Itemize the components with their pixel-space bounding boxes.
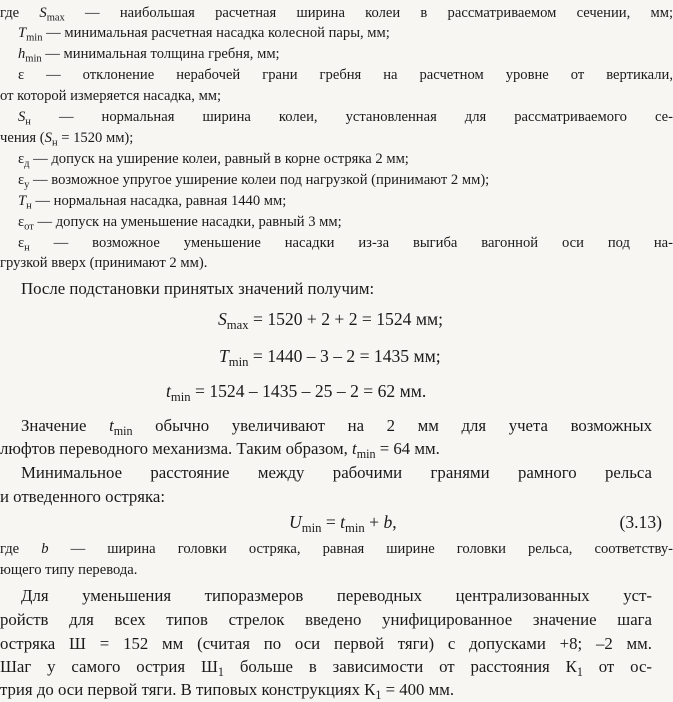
after-substitution-text: После подстановки принятых значений получим: — [21, 279, 375, 298]
def-line-sn: $S_н$ — нормальная ширина колеи, установленная для рассматриваемого се- — [18, 109, 673, 128]
def-line-epsilon-u: $\varepsilon_у$ — возможное упругое уширение колеи под нагрузкой (принимают 2 мм); — [18, 172, 490, 191]
para3-line3: остряка Ш = 152 мм (считая по оси первой тяги) с допусками +8; –2 мм. — [0, 634, 652, 653]
equation-smax: $S_{max} = 1520 + 2 + 2 = 1524$ мм; — [218, 309, 443, 333]
def-line-tn: $T_н$ — нормальная насадка, равная 1440 мм; — [18, 193, 287, 212]
equation-number: (3.13) — [619, 512, 662, 532]
def-line-epsilon-n-cont: грузкой вверх (принимают 2 мм). — [0, 255, 208, 271]
def-line-tmin: $T_{min}$ — минимальная расчетная насадка колесной пары, мм; — [18, 25, 390, 44]
def-line-smax: где $S_{max}$ — наибольшая расчетная ширина колеи в рассматриваемом сечении, мм; — [0, 5, 673, 24]
def-line-epsilon-n: $\varepsilon_н$ — возможное уменьшение насадки из-за выгиба вагонной оси под на- — [18, 235, 673, 254]
def-line-epsilon: ε — отклонение нерабочей грани гребня на расчетном уровне от вертикали, — [18, 67, 673, 83]
def-line-sn-cont: чения ($S_н = 1520$ мм); — [0, 130, 134, 149]
equation-tmin-flangeway: $t_{min} = 1524 - 1435 - 25 - 2 = 62$ мм. — [166, 381, 427, 405]
para1-line2: люфтов переводного механизма. Таким образом, $t_{min} = 64$ мм. — [0, 439, 440, 461]
para3-line5: трия до оси первой тяги. В типовых конструкциях $К_1 = 400$ мм. — [0, 680, 455, 702]
def-line-epsilon-ot: $\varepsilon_{от}$ — допуск на уменьшение насадки, равный 3 мм; — [18, 214, 342, 233]
para3-line2: ройств для всех типов стрелок введено унифицированное значение шага — [0, 610, 652, 629]
para3-line1: Для уменьшения типоразмеров переводных централизованных уст- — [21, 586, 652, 605]
def-line-hmin: $h_{min}$ — минимальная толщина гребня, мм; — [18, 46, 280, 65]
para2-line2: и отведенного остряка: — [0, 487, 166, 506]
def-line-epsilon-cont: от которой измеряется насадка, мм; — [0, 88, 222, 104]
where-b-line2: ющего типу перевода. — [0, 562, 138, 578]
document-page: где $S_{max}$ — наибольшая расчетная ширина колеи в рассматриваемом сечении, мм; $T_{min}$ — минимальная расчетная насадка колесной пары, мм; $h_{min}$ — минимальная толщина гребня, мм; ε — отклонение нерабочей грани гребня на расчетном уровне от вертикали, от которой измеряется насадка, мм; $S_н$ — нормальная ширина колеи, установленная для рассматриваемого се- чения ($S_н = 1520$ мм); $\varepsilon_д$ — допуск на уширение колеи, равный в корне остряка 2 мм; $\varepsilon_у$ — возможное упругое уширение колеи под нагрузкой (принимают 2 мм); $T_н$ — нормальная насадка, равная 1440 мм; $\varepsilon_{от}$ — допуск на уменьшение насадки, равный 3 мм; $\varepsilon_н$ — возможное уменьшение насадки из-за выгиба вагонной оси под на- грузкой вверх (принимают 2 мм). После подстановки принятых значений получим: $S_{max} = 1520 + 2 + 2 = 1524$ мм; $T_{min} = 1440 - 3 - 2 = 1435$ мм; $t_{min} = 1524 - 1435 - 25 - 2 = 62$ мм. Значение $t_{min}$ обычно увеличивают на 2 мм для учета возможных люфтов переводного механизма. Таким образом, $t_{min} = 64$ мм. Минимальное расстояние между рабочими гранями рамного рельса и отведенного остряка: $U_{min} = t_{min} + b$, (3.13) где b — ширина головки остряка, равная ширине головки рельса, соответству- ющего типу перевода. Для уменьшения типоразмеров переводных централизованных уст- ройств для всех типов стрелок введено унифицированное значение шага остряка Ш = 152 мм (считая по оси первой тяги) с допусками +8; –2 мм. Шаг у самого острия $Ш_1$ больше в зависимости от расстояния $К_1$ от ос- трия до оси первой тяги. В типовых конструкциях $К_1 = 400$ мм. — [0, 0, 673, 702]
para3-line4: Шаг у самого острия $Ш_1$ больше в зависимости от расстояния $К_1$ от ос- — [0, 657, 652, 679]
def-line-epsilon-d: $\varepsilon_д$ — допуск на уширение колеи, равный в корне остряка 2 мм; — [18, 151, 409, 170]
where-b-line1: где b — ширина головки остряка, равная ширине головки рельса, соответству- — [0, 541, 673, 557]
para1-line1: Значение $t_{min}$ обычно увеличивают на 2 мм для учета возможных — [21, 416, 652, 438]
para2-line1: Минимальное расстояние между рабочими гранями рамного рельса — [21, 463, 652, 482]
equation-tmin: $T_{min} = 1440 - 3 - 2 = 1435$ мм; — [219, 346, 441, 370]
